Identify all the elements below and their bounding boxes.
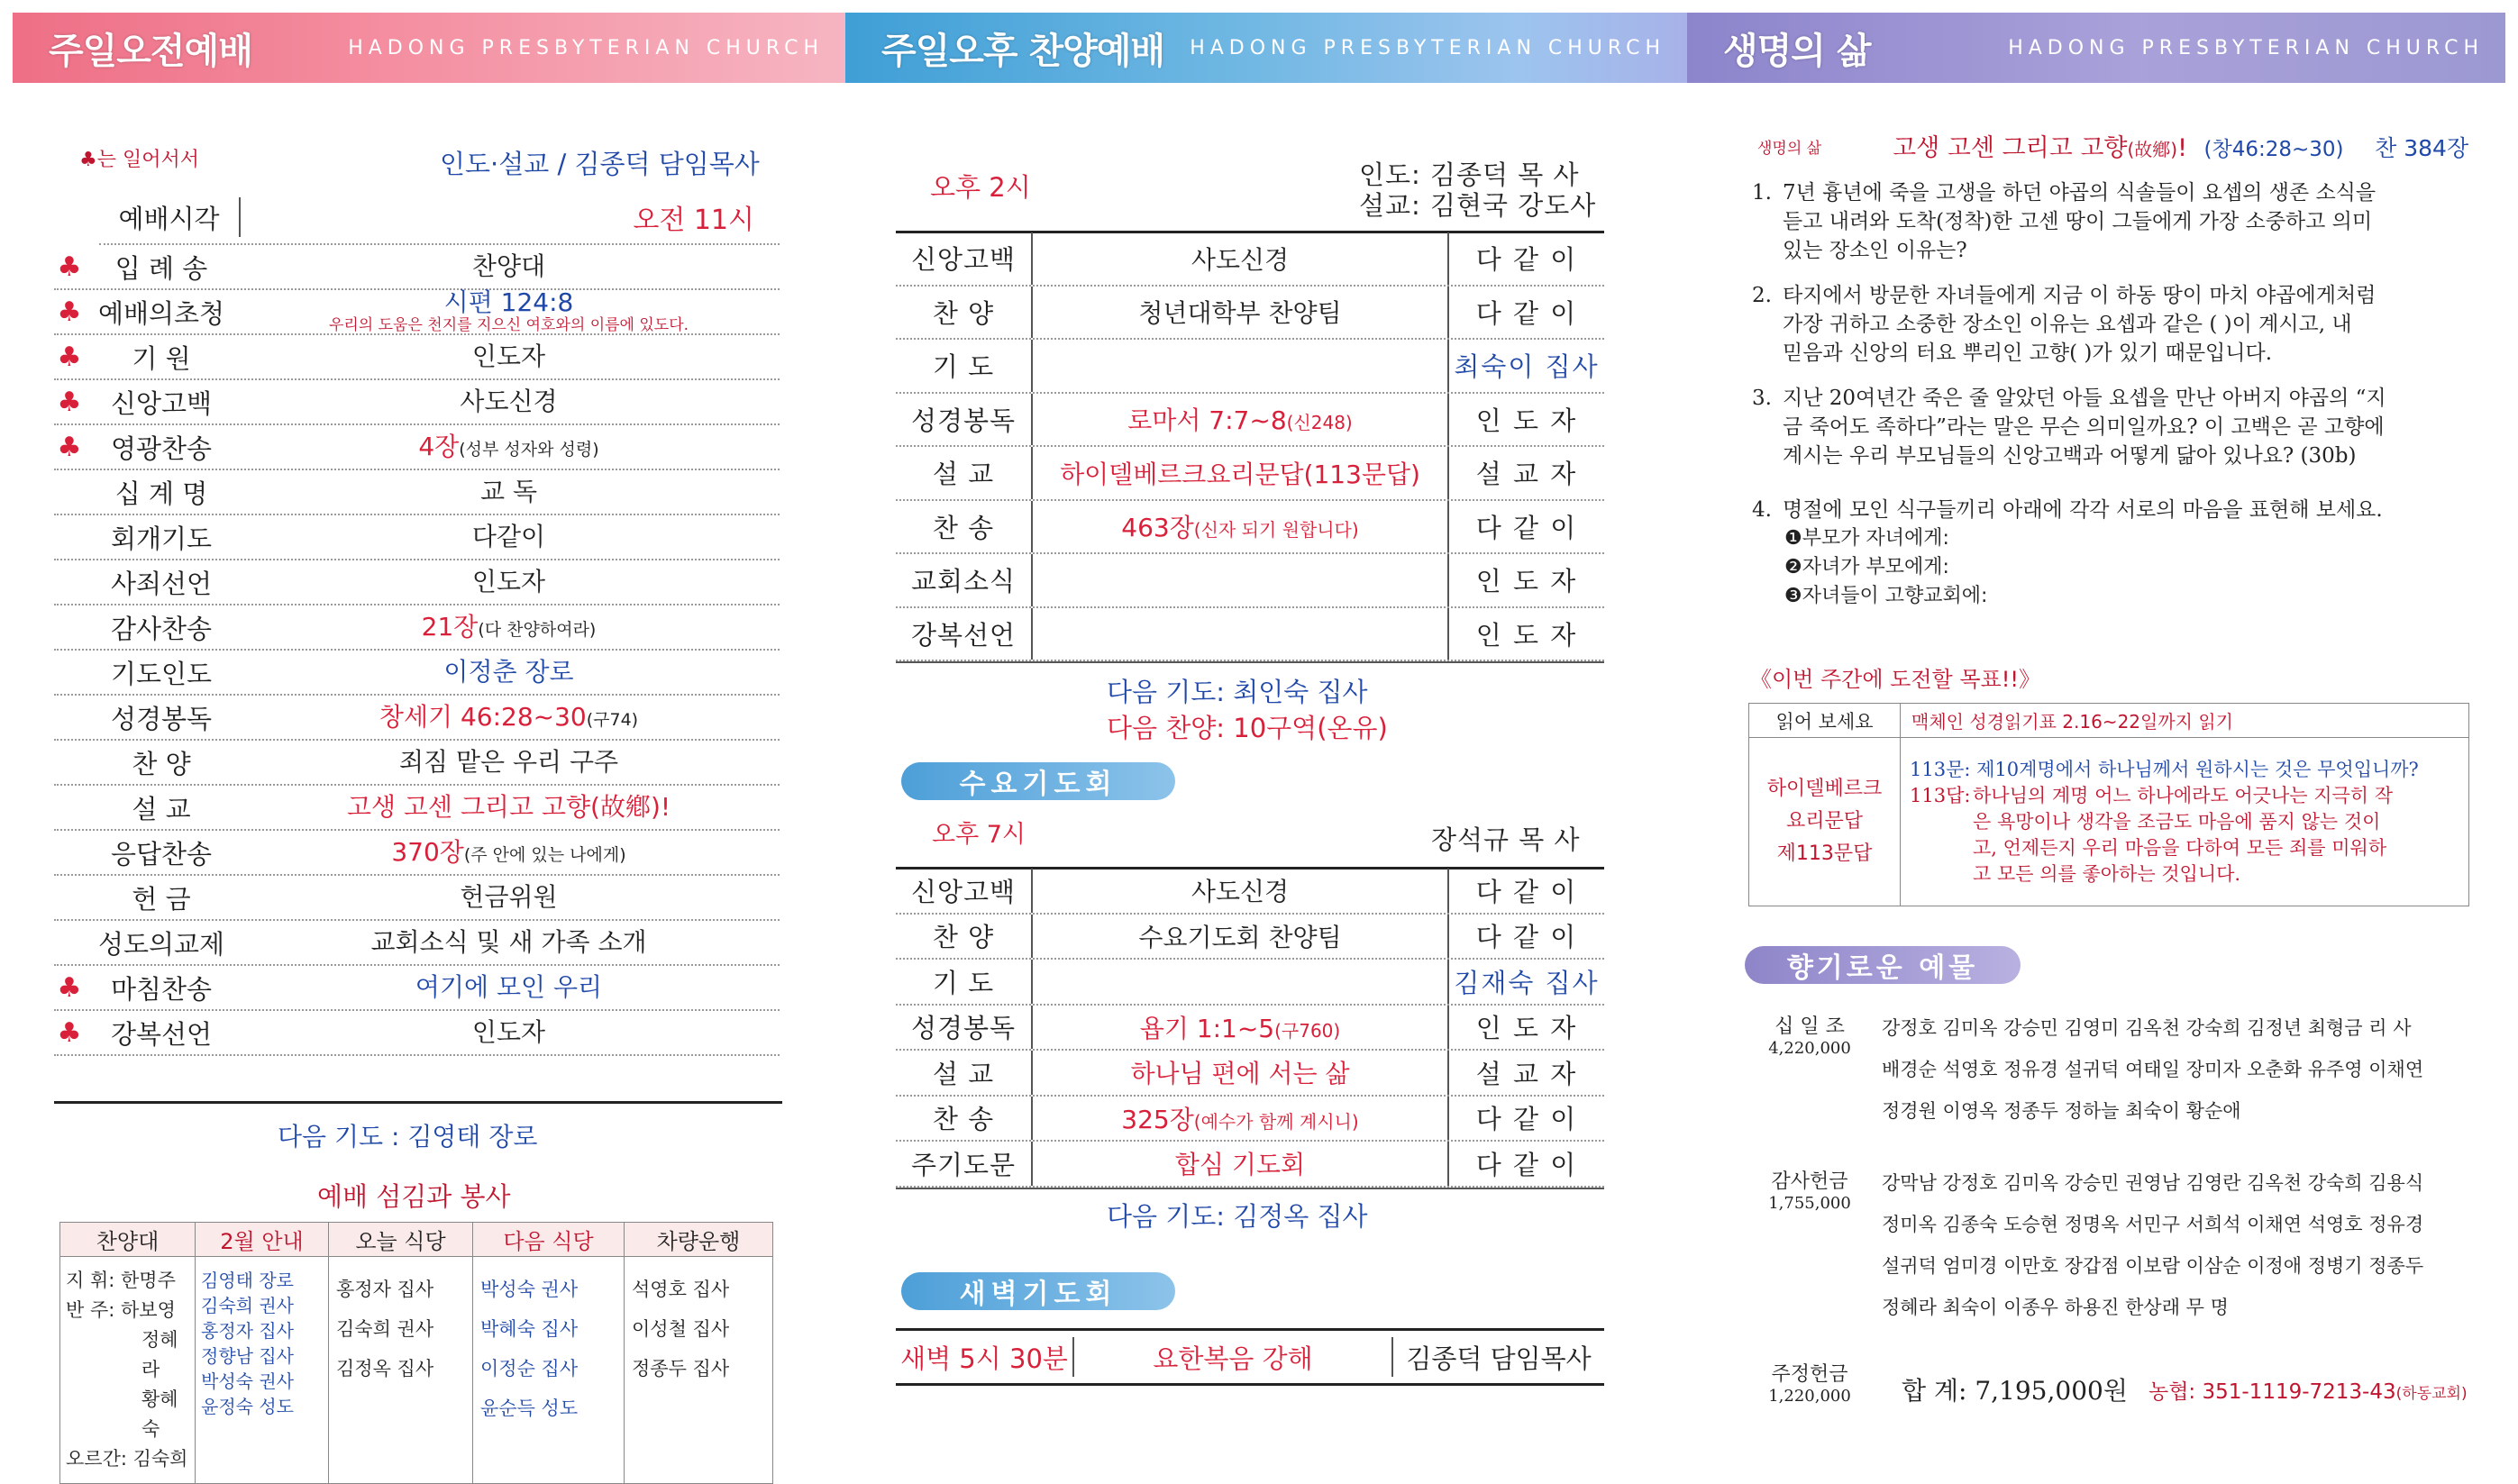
- order-person: 다 같 이: [1475, 244, 1578, 276]
- service-table: [59, 1222, 773, 1484]
- order-value: 하나님 편에 서는 삶: [1130, 1059, 1350, 1089]
- order-value: 고생 고센 그리고 고향(故鄕)!: [346, 792, 671, 823]
- donor-list: 강막남 강정호 김미옥 강승민 권영남 김영란 김옥천 강숙희 김용식 정미옥 김종숙 도승현 정명옥 서민구 서희석 이채연 석영호 정유경 설귀덕 엄미경 이만호 장갑점 이보람 이삼순 이정애 정병기 정종두 정혜라 최숙이 이종우 하용진 한상래 무 명: [1882, 1172, 2424, 1318]
- order-row: [896, 554, 1604, 608]
- order-person: 설 교 자: [1475, 1058, 1578, 1089]
- order-label: 성경봉독: [910, 405, 1017, 436]
- dawn-leader: 김종덕 담임목사: [1406, 1343, 1592, 1374]
- morning-order-row: [54, 1011, 780, 1056]
- order-label: 기 도: [932, 351, 995, 383]
- dawn-title: 새벽기도회: [901, 1272, 1175, 1310]
- catechism-qa: [1901, 738, 2469, 906]
- morning-order-row: [54, 470, 780, 515]
- sub-question: ❶부모가 자녀에게:: [1784, 527, 1949, 550]
- dawn-row: [896, 1328, 1604, 1386]
- order-value: 사도신경: [1191, 244, 1290, 275]
- order-value: 시편 124:8: [443, 287, 574, 318]
- question-4: 4. 명절에 모인 식구들끼리 아래에 각각 서로의 마음을 표현해 보세요. ❶부모가 자녀에게: ❷자녀가 부모에게: ❸자녀들이 고향교회에:: [1752, 496, 2473, 611]
- order-row: [896, 915, 1604, 961]
- order-person: 다 같 이: [1475, 1149, 1578, 1180]
- order-value: 창세기 46:28~30: [379, 702, 587, 733]
- order-person: 다 같 이: [1475, 512, 1578, 543]
- order-value: 325장: [1121, 1104, 1194, 1134]
- sub-question: ❷자녀가 부모에게:: [1784, 556, 1949, 578]
- service-title: 예배 섬김과 봉사: [317, 1181, 511, 1212]
- order-value: 로마서 7:7~8: [1127, 405, 1287, 436]
- question-2: 2. 타지에서 방문한 자녀들에게 지금 이 하동 땅이 마치 야곱에게처럼 가장 귀하고 소중한 장소인 이유는 요셉과 같은 ( )이 계시고, 내 믿음과 신앙의 터요 뿌리인 고향( )가 있기 때문입니다.: [1752, 284, 2377, 365]
- order-label: 사죄선언: [110, 568, 213, 599]
- order-person: 다 같 이: [1475, 297, 1578, 329]
- order-value: 21장: [421, 612, 479, 642]
- catechism-answer: 113답: 하나님의 계명 어느 하나에라도 어긋나는 지극히 작 은 욕망이나 생각을 조금도 마음에 품지 않는 것이 고, 언제든지 우리 마음을 다하여 모든 죄를 미워하 고 모든 의를 좋아하는 것입니다.: [1910, 784, 2394, 885]
- order-value: 다같이: [471, 522, 546, 552]
- order-row: [896, 1006, 1604, 1052]
- guide-list: 김영태 장로 김숙희 권사 홍정자 집사 정향남 집사 박성숙 권사 윤정숙 성도: [196, 1257, 329, 1484]
- divider: [1031, 608, 1033, 660]
- order-value: 여기에 모인 우리: [415, 972, 603, 1003]
- order-label: 주기도문: [910, 1149, 1017, 1180]
- order-note: (성부 성자와 성령): [459, 440, 599, 460]
- order-note: (예수가 함께 계시니): [1193, 1110, 1359, 1133]
- afternoon-lead: 인도: 김종덕 목 사: [1359, 159, 1580, 190]
- morning-order-row: [54, 696, 780, 741]
- sub-question: ❸자녀들이 고향교회에:: [1784, 585, 1988, 607]
- wednesday-leader: 장석규 목 사: [1431, 824, 1581, 855]
- header-title: 생명의 삶: [1723, 30, 1871, 72]
- header-afternoon: [845, 13, 1687, 83]
- club-icon: ♣: [57, 971, 82, 1004]
- order-row: [896, 394, 1604, 448]
- driving-list: 석영호 집사 이성철 집사 정종두 집사: [625, 1257, 773, 1484]
- col-choir: 찬양대: [60, 1223, 196, 1257]
- order-label: 신앙고백: [910, 244, 1017, 276]
- read-value: 맥체인 성경읽기표 2.16~22일까지 읽기: [1901, 704, 2469, 738]
- order-person: 인 도 자: [1475, 405, 1578, 436]
- order-note: (신248): [1286, 412, 1353, 434]
- order-person: 인 도 자: [1475, 619, 1578, 651]
- order-value: 사도신경: [460, 387, 558, 417]
- next-kitchen-list: 박성숙 권사 박혜숙 집사 이정순 집사 윤순득 성도: [473, 1257, 625, 1484]
- life-tag: 생명의 삶: [1757, 140, 1822, 158]
- morning-order-row: [54, 335, 780, 380]
- col-guide: 2월 안내: [196, 1223, 329, 1257]
- club-icon: ♣: [57, 341, 82, 373]
- order-row: [896, 1097, 1604, 1143]
- morning-order-row: [54, 786, 780, 831]
- order-label: 성경봉독: [110, 703, 213, 734]
- order-row: [896, 608, 1604, 662]
- order-row: [896, 960, 1604, 1006]
- order-label: 설 교: [932, 459, 995, 490]
- order-label: 마침찬송: [110, 973, 213, 1005]
- challenge-table: [1748, 703, 2469, 906]
- order-label: 감사찬송: [110, 613, 213, 644]
- challenge-title: 《이번 주간에 도전할 목표!!》: [1750, 667, 2040, 692]
- order-label: 입 례 송: [114, 252, 208, 284]
- divider: [1031, 340, 1033, 392]
- morning-order-row: [54, 380, 780, 425]
- morning-order-row: [54, 605, 780, 651]
- order-label: 설 교: [132, 793, 191, 824]
- order-person: 김재숙 집사: [1454, 967, 1600, 998]
- bank-account: 농협: 351-1119-7213-43(하동교회): [2149, 1380, 2468, 1404]
- morning-order-row: [54, 651, 780, 696]
- club-icon: ♣: [57, 296, 82, 328]
- order-note: (주 안에 있는 나에게): [463, 845, 626, 866]
- order-value: 욥기 1:1~5: [1139, 1013, 1275, 1043]
- question-3: 3. 지난 20여년간 죽은 줄 알았던 아들 요셉을 만난 아버지 야곱의 “지 금 죽어도 족하다”라는 말은 무슨 의미일까요? 이 고백은 곧 고향에 계시는 우리 부모님들의 신앙고백과 어떻게 닮아 있나요? (30b): [1752, 387, 2386, 468]
- order-label: 찬 양: [932, 922, 995, 953]
- club-icon: ♣: [57, 1016, 82, 1049]
- order-note: (구760): [1274, 1019, 1341, 1042]
- morning-order-row: [54, 876, 780, 921]
- today-kitchen-list: 홍정자 집사 김숙희 권사 김정옥 집사: [329, 1257, 473, 1484]
- order-label: 찬 송: [932, 512, 995, 543]
- afternoon-next-prayer: 다음 기도: 최인숙 집사: [1107, 677, 1368, 707]
- morning-next-prayer: 다음 기도 : 김영태 장로: [278, 1122, 538, 1152]
- order-value: 헌금위원: [460, 882, 558, 913]
- header-life: [1687, 13, 2505, 83]
- order-label: 응답찬송: [110, 838, 213, 869]
- order-label: 예배의초청: [97, 297, 225, 329]
- order-subtext: 우리의 도움은 천지를 지으신 여호와의 이름에 있도다.: [328, 315, 689, 334]
- order-note: (신자 되기 원합니다): [1193, 519, 1359, 542]
- church-name: HADONG PRESBYTERIAN CHURCH: [1190, 36, 1665, 59]
- question-1: 1. 7년 흉년에 죽을 고생을 하던 야곱의 식솔들이 요셉의 생존 소식을 듣고 내려와 도착(정착)한 고센 땅이 그들에게 가장 소중하고 의미 있는 장소인 이유는?: [1752, 181, 2377, 262]
- dawn-topic: 요한복음 강해: [1153, 1343, 1313, 1374]
- stand-note: ♣는 일어서서: [79, 149, 199, 171]
- order-value: 수요기도회 찬양팀: [1138, 922, 1342, 952]
- order-value: 교회소식 및 새 가족 소개: [370, 927, 647, 958]
- church-name: HADONG PRESBYTERIAN CHURCH: [2008, 36, 2484, 59]
- morning-order-row: [54, 245, 780, 290]
- order-value: 370장: [391, 837, 464, 868]
- offering-title: 향기로운 예물: [1745, 946, 2021, 984]
- wednesday-next-prayer: 다음 기도: 김정옥 집사: [1107, 1201, 1368, 1232]
- morning-order-row: [54, 831, 780, 876]
- wednesday-title: 수요기도회: [901, 762, 1175, 800]
- order-label: 신앙고백: [110, 387, 213, 419]
- order-value: 이정춘 장로: [443, 657, 574, 687]
- worship-leader: 인도·설교 / 김종덕 담임목사: [440, 149, 760, 179]
- club-icon: ♣: [57, 386, 82, 418]
- order-row: [896, 232, 1604, 287]
- life-title: 고생 고센 그리고 고향(故鄕)! (창46:28~30) 찬 384장: [1893, 134, 2469, 162]
- order-note: (다 찬양하여라): [478, 620, 597, 641]
- order-person: 인 도 자: [1475, 566, 1578, 597]
- col-driving: 차량운행: [625, 1223, 773, 1257]
- morning-order-row: [54, 741, 780, 786]
- order-label: 성경봉독: [910, 1013, 1017, 1044]
- morning-order-row: [54, 287, 780, 335]
- donor-list: 강정호 김미옥 강승민 김영미 김옥천 강숙희 김정년 최형금 리 사 배경순 석영호 정유경 설귀덕 여태일 장미자 오춘화 유주영 이채연 정경원 이영옥 정종두 정하늘 최숙이 황순애: [1882, 1017, 2424, 1122]
- order-label: 강복선언: [910, 619, 1017, 651]
- morning-order-row: [54, 560, 780, 605]
- order-value: 인도자: [471, 1017, 546, 1048]
- order-row: [896, 287, 1604, 341]
- order-value: 죄짐 맡은 우리 구주: [398, 747, 619, 778]
- order-label: 교회소식: [910, 566, 1017, 597]
- offering-weekly: 주정헌금 1,220,000: [1768, 1363, 1851, 1406]
- order-label: 기도인도: [110, 658, 213, 689]
- order-label: 설 교: [932, 1058, 995, 1089]
- dawn-time: 새벽 5시 30분: [900, 1343, 1068, 1374]
- divider: [54, 1101, 782, 1104]
- order-person: 다 같 이: [1475, 876, 1578, 907]
- church-name: HADONG PRESBYTERIAN CHURCH: [348, 36, 824, 59]
- order-value: 사도신경: [1191, 877, 1290, 907]
- order-note: (구74): [586, 710, 639, 731]
- divider: [1031, 554, 1033, 606]
- club-icon: ♣: [57, 431, 82, 463]
- order-label: 찬 양: [932, 297, 995, 329]
- order-person: 설 교 자: [1475, 459, 1578, 490]
- order-label: 성도의교제: [97, 928, 225, 960]
- wednesday-time: 오후 7시: [932, 821, 1026, 849]
- offering-total: 합 계: 7,195,000원: [1902, 1376, 2128, 1406]
- club-icon: ♣: [57, 250, 82, 283]
- col-today-kitchen: 오늘 식당: [329, 1223, 473, 1257]
- order-value: 인도자: [471, 341, 546, 372]
- order-label: 영광찬송: [110, 432, 213, 464]
- read-label: 읽어 보세요: [1749, 704, 1901, 738]
- time-label: 예배시각: [118, 203, 220, 234]
- order-value: 463장: [1121, 513, 1194, 543]
- order-value: 청년대학부 찬양팀: [1138, 298, 1342, 329]
- order-label: 신앙고백: [910, 876, 1017, 907]
- afternoon-time: 오후 2시: [930, 172, 1031, 203]
- order-label: 강복선언: [110, 1018, 213, 1050]
- order-value: 4장: [418, 432, 460, 462]
- order-value: 찬양대: [471, 251, 546, 282]
- order-person: 다 같 이: [1475, 1104, 1578, 1135]
- order-person: 최숙이 집사: [1454, 351, 1600, 383]
- header-morning: [13, 13, 845, 83]
- order-label: 헌 금: [132, 883, 191, 915]
- worship-time-row: [99, 191, 780, 245]
- order-label: 기 도: [932, 967, 995, 998]
- order-row: [896, 1142, 1604, 1188]
- order-row: [896, 869, 1604, 915]
- order-label: 회개기도: [110, 523, 213, 554]
- club-icon: ♣: [79, 149, 97, 171]
- order-value: 합심 기도회: [1174, 1150, 1306, 1180]
- morning-order-row: [54, 966, 780, 1011]
- order-value: 교 독: [480, 477, 537, 507]
- divider: [896, 661, 1604, 663]
- order-label: 찬 송: [932, 1104, 995, 1135]
- afternoon-preacher: 설교: 김현국 강도사: [1359, 190, 1597, 221]
- time-value: 오전 11시: [633, 205, 754, 236]
- col-next-kitchen: 다음 식당: [473, 1223, 625, 1257]
- morning-order-row: [54, 921, 780, 966]
- divider: [1031, 960, 1033, 1004]
- order-label: 십 계 명: [114, 478, 208, 509]
- order-row: [896, 447, 1604, 501]
- header-title: 주일오후 찬양예배: [881, 30, 1165, 72]
- order-value: 인도자: [471, 567, 546, 597]
- order-row: [896, 1051, 1604, 1097]
- catechism-label: 하이델베르크 요리문답 제113문답: [1749, 738, 1901, 906]
- order-row: [896, 340, 1604, 394]
- order-person: 인 도 자: [1475, 1013, 1578, 1044]
- order-label: 찬 양: [132, 748, 191, 779]
- morning-order-row: [54, 515, 780, 560]
- afternoon-next-praise: 다음 찬양: 10구역(온유): [1107, 713, 1388, 743]
- order-row: [896, 501, 1604, 555]
- divider: [896, 1188, 1604, 1189]
- order-label: 기 원: [132, 342, 191, 374]
- header-title: 주일오전예배: [49, 30, 252, 72]
- catechism-question: 113문: 제10계명에서 하나님께서 원하시는 것은 무엇입니까?: [1910, 758, 2419, 780]
- morning-order-row: [54, 425, 780, 470]
- order-person: 다 같 이: [1475, 922, 1578, 953]
- choir-list: 지 휘: 한명주 반 주: 하보영 정혜라 황혜숙 오르간: 김숙희: [60, 1257, 196, 1484]
- order-value: 하이델베르크요리문답(113문답): [1060, 459, 1420, 489]
